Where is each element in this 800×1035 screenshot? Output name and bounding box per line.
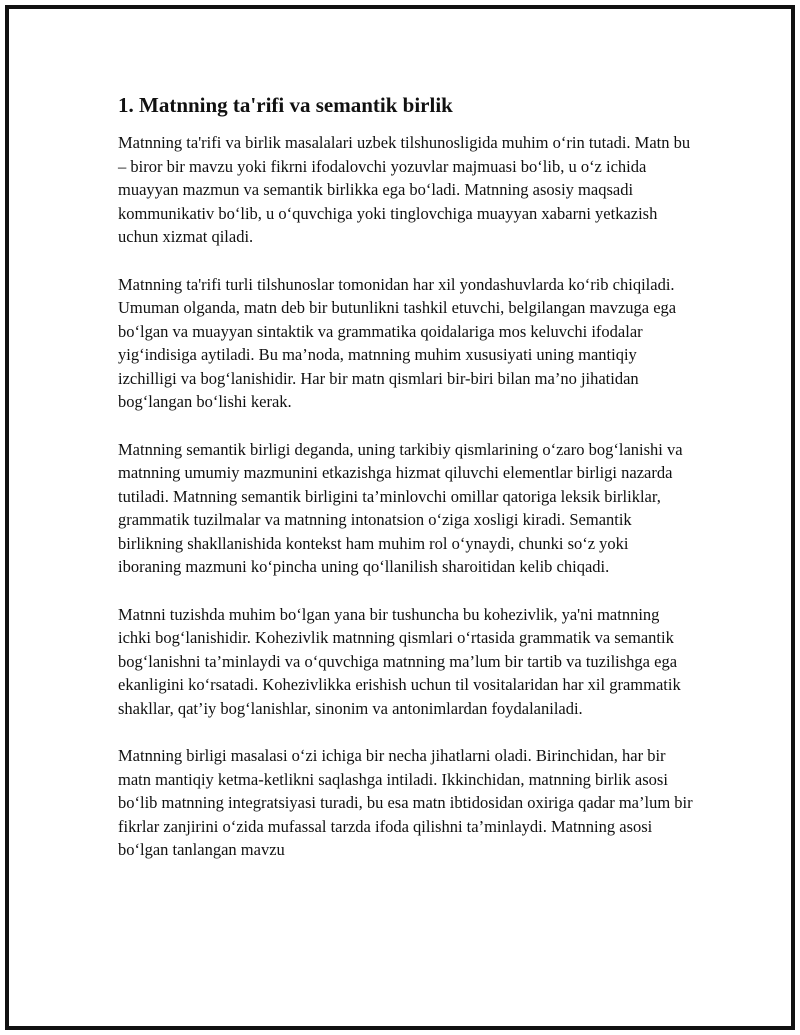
paragraph-2: Matnning ta'rifi turli tilshunoslar tomonidan har xil yondashuvlarda ko‘rib chiqiladi. Umuman olganda, matn deb bir butunlikni tashkil etuvchi, belgilangan mavzuga ega bo‘lgan va muayyan sintaktik va grammatika qoidalariga mos keluvchi ifodalar yig‘indisiga aytiladi. Bu ma’noda, matnning muhim xususiyati uning mantiqiy izchilligi va bog‘lanishidir. Har bir matn qismlari bir-biri bilan ma’no jihatidan bog‘langan bo‘lishi kerak. xyxy=(118,274,677,411)
paragraph-1: Matnning ta'rifi va birlik masalalari uzbek tilshunosligida muhim o‘rin tutadi. Matn bu – biror bir mavzu yoki fikrni ifodalovchi yozuvlar majmuasi bo‘lib, u o‘z ichida muayyan mazmun va semantik birlikka ega bo‘ladi. Matnning asosiy maqsadi kommunikativ bo‘lib, u o‘quvchiga yoki tinglovchiga muayyan xabarni yetkazish uchun xizmat qiladi. xyxy=(118,133,691,246)
paragraph-4: Matnni tuzishda muhim bo‘lgan yana bir tushuncha bu kohezivlik, ya'ni matnning ichki bog‘lanishidir. Kohezivlik matnning qismlari o‘rtasida grammatik va semantik bog‘lanishni ta’minlaydi va o‘quvchiga matnning ma’lum bir tartib va tuzilishga ega ekanligini ko‘rsatadi. Kohezivlikka erishish uchun til vositalaridan har xil grammatik shakllar, qat’iy bog‘lanishlar, sinonim va antonimlardan foydalaniladi. xyxy=(118,604,681,718)
paragraph-5: Matnning birligi masalasi o‘zi ichiga bir necha jihatlarni oladi. Birinchidan, har bir matn mantiqiy ketma-ketlikni saqlashga intiladi. Ikkinchidan, matnning birlik asosi bo‘lib matnning integratsiyasi turadi, bu esa matn ibtidosidan oxiriga qadar ma’lum bir fikrlar zanjirini o‘zida mufassal tarzda ifoda qilishni ta’minlaydi. Matnning asosi bo‘lgan tanlangan mavzu xyxy=(118,746,693,859)
section-heading: 1. Matnning ta'rifi va semantik birlik xyxy=(118,93,453,117)
paragraph-3: Matnning semantik birligi deganda, uning tarkibiy qismlarining o‘zaro bog‘lanishi va matnning umumiy mazmunini etkazishga hizmat qiluvchi elementlar birligi nazarda tutiladi. Matnning semantik birligini ta’minlovchi omillar qatoriga leksik birliklar, grammatik tuzilmalar va matnning intonatsion o‘ziga xosligi kiradi. Semantik birlikning shakllanishida kontekst ham muhim rol o‘ynaydi, chunki so‘z yoki iboraning mazmuni ko‘pincha uning qo‘llanilish sharoitidan kelib chiqadi. xyxy=(118,439,683,576)
document-body xyxy=(118,92,693,886)
